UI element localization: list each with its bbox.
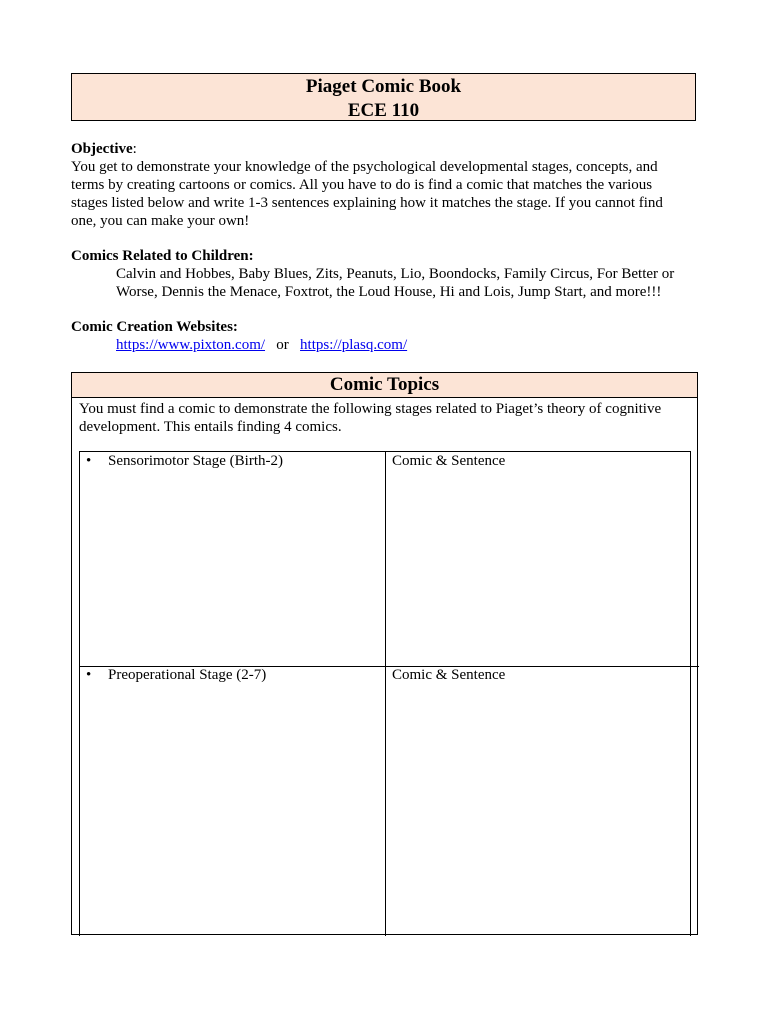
objective-label: Objective bbox=[71, 141, 133, 157]
course-code: ECE 110 bbox=[347, 100, 420, 121]
stage-label: Sensorimotor Stage (Birth-2) bbox=[108, 453, 283, 469]
plasq-link[interactable]: https://plasq.com/ bbox=[300, 337, 408, 353]
comics-children-section bbox=[71, 247, 681, 301]
stages-grid bbox=[79, 451, 691, 936]
websites-section bbox=[71, 318, 681, 354]
comic-topics-table bbox=[71, 372, 698, 935]
column-divider-right bbox=[690, 452, 691, 936]
comic-topics-description: You must find a comic to demonstrate the following stages related to Piaget’s theory of cognitive development. This entails finding 4 comics. bbox=[79, 401, 662, 435]
stage-cell-sensorimotor bbox=[80, 452, 380, 470]
column-divider bbox=[385, 452, 386, 936]
objective-text: You get to demonstrate your knowledge of the psychological developmental stages, concepts, and terms by creating cartoons or comics. All you have to do is find a comic that matches the various stages listed below and write 1-3 sentences explaining how it matches the stage. If you cannot find one, you can make your own! bbox=[71, 159, 663, 229]
document-title-box bbox=[71, 73, 696, 121]
stage-label: Preoperational Stage (2-7) bbox=[108, 667, 267, 683]
bullet-icon: • bbox=[86, 453, 92, 469]
response-cell-sensorimotor[interactable] bbox=[392, 452, 682, 662]
bullet-icon: • bbox=[86, 667, 92, 683]
response-label: Comic & Sentence bbox=[392, 667, 506, 683]
pixton-link[interactable]: https://www.pixton.com/ bbox=[116, 337, 266, 353]
stage-cell-preoperational bbox=[80, 666, 380, 684]
comics-children-list: Calvin and Hobbes, Baby Blues, Zits, Peanuts, Lio, Boondocks, Family Circus, For Better or Worse, Dennis the Menace, Foxtrot, the Loud House, Hi and Lois, Jump Start, and more!!! bbox=[116, 266, 675, 300]
link-separator: or bbox=[276, 337, 289, 353]
comic-topics-heading: Comic Topics bbox=[72, 373, 697, 398]
response-label: Comic & Sentence bbox=[392, 453, 506, 469]
objective-colon: : bbox=[132, 141, 137, 157]
objective-section bbox=[71, 140, 681, 230]
response-cell-preoperational[interactable] bbox=[392, 666, 682, 931]
websites-label: Comic Creation Websites: bbox=[71, 319, 238, 335]
comics-children-label: Comics Related to Children: bbox=[71, 248, 254, 264]
document-title: Piaget Comic Book bbox=[305, 76, 462, 97]
